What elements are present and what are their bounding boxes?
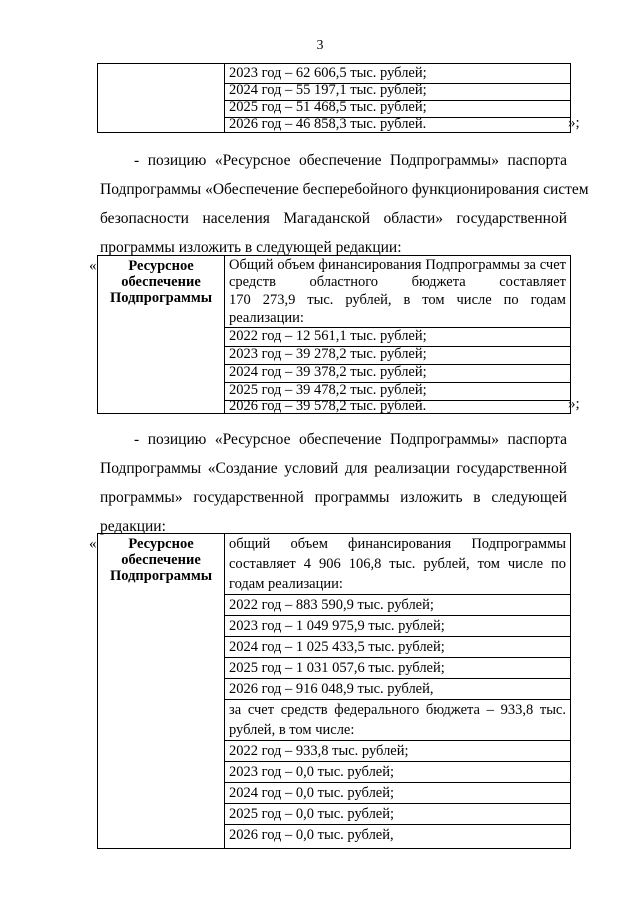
budget-line: 2023 год – 0,0 тыс. рублей; [225,762,570,783]
paragraph-line: Подпрограммы «Обеспечение бесперебойного функционирования систем [100,181,589,198]
label-line: Подпрограммы [109,290,213,306]
text-line: Общий объем финансирования Подпрограммы за счет [229,257,566,273]
closing-quote: »; [568,115,580,131]
label-line: Подпрограммы [109,568,213,584]
budget-line: 2024 год – 1 025 433,5 тыс. рублей; [225,637,570,658]
label-line: Ресурсное [128,258,194,274]
page-number: 3 [316,38,324,53]
budget-line: 2022 год – 883 590,9 тыс. рублей; [225,595,570,616]
text-line: составляет 4 906 106,8 тыс. рублей, том числе по [229,556,566,572]
budget-line: 2023 год – 1 049 975,9 тыс. рублей; [225,616,570,637]
paragraph-line: редакции: [100,518,166,535]
paragraph-line: программы» государственной программы изложить в следующей [100,489,567,506]
budget-line: 2025 год – 39 478,2 тыс. рублей; [225,381,570,401]
label-line: обеспечение [121,552,201,568]
paragraph-line: - позицию «Ресурсное обеспечение Подпрограммы» паспорта [134,431,567,448]
label-line: Ресурсное [128,536,194,552]
text-line: реализации: [225,309,570,328]
budget-line: 2024 год – 55 197,1 тыс. рублей; [225,81,570,101]
paragraph-line: Подпрограммы «Создание условий для реализации государственной [100,460,567,477]
label-line: обеспечение [121,274,201,290]
budget-line: 2026 год – 39 578,2 тыс. рублей. [229,398,427,414]
paragraph-line: программы изложить в следующей редакции: [100,239,402,256]
budget-line: 2026 год – 916 048,9 тыс. рублей, [225,679,570,700]
closing-quote: »; [568,396,580,412]
table-label-cell [98,256,225,413]
table-continuation [97,63,571,133]
table-value-cell [225,64,570,132]
table-resource-conditions [97,533,571,849]
budget-line: 2023 год – 39 278,2 тыс. рублей; [225,345,570,365]
text-line: 170 273,9 тыс. рублей, в том числе по годам [229,292,566,308]
text-line: средств областного бюджета составляет [229,274,566,290]
paragraph-line: безопасности населения Магаданской области» государственной [100,210,567,227]
text-line: рублей, в том числе: [225,720,570,741]
budget-line: 2025 год – 51 468,5 тыс. рублей; [225,98,570,118]
opening-quote: « [89,258,97,274]
budget-line: 2025 год – 1 031 057,6 тыс. рублей; [225,658,570,679]
table-value-cell [225,256,570,413]
budget-line: 2026 год – 0,0 тыс. рублей, [229,827,394,843]
table-resource-security [97,255,571,414]
paragraph-instruction [100,425,567,541]
budget-line: 2024 год – 39 378,2 тыс. рублей; [225,363,570,383]
budget-line: 2023 год – 62 606,5 тыс. рублей; [225,64,570,84]
paragraph-line: - позицию «Ресурсное обеспечение Подпрограммы» паспорта [134,152,567,169]
budget-line: 2022 год – 933,8 тыс. рублей; [225,741,570,762]
opening-quote: « [89,536,97,552]
budget-line: 2026 год – 46 858,3 тыс. рублей. [229,116,427,132]
budget-line: 2022 год – 12 561,1 тыс. рублей; [225,327,570,347]
budget-line: 2024 год – 0,0 тыс. рублей; [225,783,570,804]
paragraph-instruction [100,146,589,262]
budget-line: 2025 год – 0,0 тыс. рублей; [225,804,570,825]
text-line: годам реализации: [225,574,570,595]
table-label-cell [98,64,225,132]
text-line: за счет средств федерального бюджета – 933,8 тыс. [229,702,566,718]
table-value-cell [225,534,570,848]
text-line: общий объем финансирования Подпрограммы [229,536,566,552]
table-label-cell [98,534,225,848]
